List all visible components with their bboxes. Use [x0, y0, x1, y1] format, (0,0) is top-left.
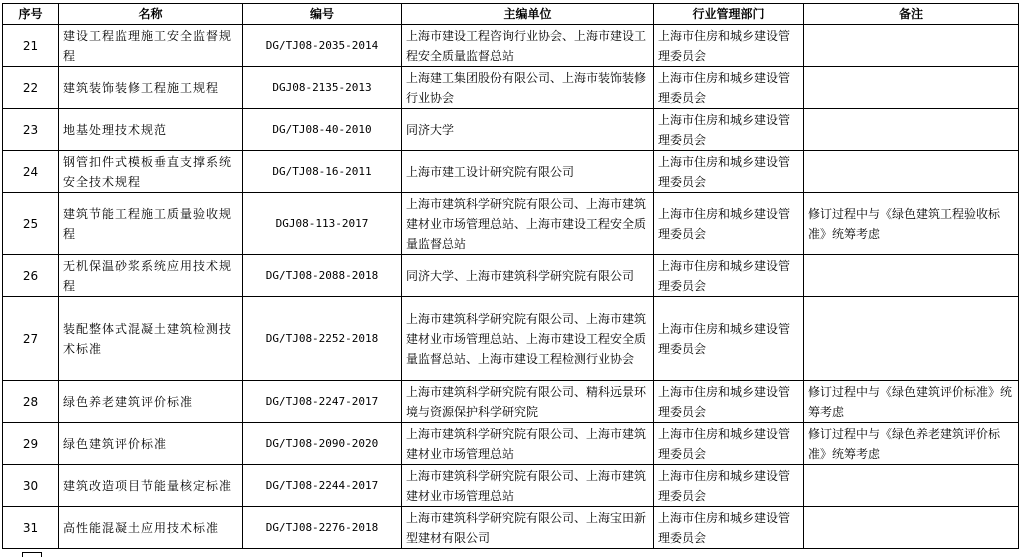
cell-name: 高性能混凝土应用技术标准	[59, 507, 243, 549]
cell-code: DG/TJ08-2244-2017	[243, 465, 402, 507]
cell-remark	[804, 109, 1019, 151]
cell-dept: 上海市住房和城乡建设管理委员会	[654, 25, 804, 67]
cell-dept: 上海市住房和城乡建设管理委员会	[654, 465, 804, 507]
cell-code: DG/TJ08-2276-2018	[243, 507, 402, 549]
standards-table	[2, 3, 1019, 549]
header-dept: 行业管理部门	[654, 4, 804, 25]
cell-remark	[804, 507, 1019, 549]
cell-no: 29	[3, 423, 59, 465]
cell-dept: 上海市住房和城乡建设管理委员会	[654, 297, 804, 381]
cell-name: 建筑节能工程施工质量验收规程	[59, 193, 243, 255]
cell-code: DG/TJ08-40-2010	[243, 109, 402, 151]
cell-editor: 上海市建筑科学研究院有限公司、上海市建筑建材业市场管理总站	[402, 423, 654, 465]
cell-remark	[804, 151, 1019, 193]
cell-name: 建筑装饰装修工程施工规程	[59, 67, 243, 109]
cell-remark	[804, 25, 1019, 67]
cell-name: 钢管扣件式模板垂直支撑系统安全技术规程	[59, 151, 243, 193]
cell-remark	[804, 297, 1019, 381]
cell-editor: 上海市建筑科学研究院有限公司、精科远景环境与资源保护科学研究院	[402, 381, 654, 423]
cell-editor: 上海建工集团股份有限公司、上海市装饰装修行业协会	[402, 67, 654, 109]
cell-code: DG/TJ08-2035-2014	[243, 25, 402, 67]
cell-editor: 上海市建筑科学研究院有限公司、上海市建筑建材业市场管理总站	[402, 465, 654, 507]
cell-dept: 上海市住房和城乡建设管理委员会	[654, 193, 804, 255]
table-row	[3, 255, 1019, 297]
cell-code: DGJ08-113-2017	[243, 193, 402, 255]
cell-code: DG/TJ08-2252-2018	[243, 297, 402, 381]
cell-editor: 同济大学	[402, 109, 654, 151]
table-row	[3, 109, 1019, 151]
cell-name: 建筑改造项目节能量核定标准	[59, 465, 243, 507]
table-row	[3, 507, 1019, 549]
cell-no: 26	[3, 255, 59, 297]
cell-no: 28	[3, 381, 59, 423]
cell-name: 无机保温砂浆系统应用技术规程	[59, 255, 243, 297]
cell-remark	[804, 255, 1019, 297]
cell-name: 绿色养老建筑评价标准	[59, 381, 243, 423]
cell-editor: 上海市建筑科学研究院有限公司、上海市建筑建材业市场管理总站、上海市建设工程安全质量监督总站	[402, 193, 654, 255]
header-editor: 主编单位	[402, 4, 654, 25]
page-edge-mark	[22, 552, 42, 557]
cell-no: 25	[3, 193, 59, 255]
cell-dept: 上海市住房和城乡建设管理委员会	[654, 151, 804, 193]
table-row	[3, 151, 1019, 193]
table-row	[3, 193, 1019, 255]
cell-no: 24	[3, 151, 59, 193]
table-row	[3, 381, 1019, 423]
table-row	[3, 297, 1019, 381]
cell-remark: 修订过程中与《绿色建筑评价标准》统筹考虑	[804, 381, 1019, 423]
cell-code: DG/TJ08-2088-2018	[243, 255, 402, 297]
cell-no: 27	[3, 297, 59, 381]
cell-name: 装配整体式混凝土建筑检测技术标准	[59, 297, 243, 381]
cell-dept: 上海市住房和城乡建设管理委员会	[654, 67, 804, 109]
cell-code: DG/TJ08-2247-2017	[243, 381, 402, 423]
cell-no: 23	[3, 109, 59, 151]
cell-editor: 上海市建设工程咨询行业协会、上海市建设工程安全质量监督总站	[402, 25, 654, 67]
cell-no: 30	[3, 465, 59, 507]
cell-code: DG/TJ08-16-2011	[243, 151, 402, 193]
cell-dept: 上海市住房和城乡建设管理委员会	[654, 381, 804, 423]
header-remark: 备注	[804, 4, 1019, 25]
cell-no: 21	[3, 25, 59, 67]
cell-editor: 上海市建筑科学研究院有限公司、上海宝田新型建材有限公司	[402, 507, 654, 549]
cell-dept: 上海市住房和城乡建设管理委员会	[654, 255, 804, 297]
table-header-row	[3, 4, 1019, 25]
cell-name: 建设工程监理施工安全监督规程	[59, 25, 243, 67]
header-no: 序号	[3, 4, 59, 25]
cell-no: 31	[3, 507, 59, 549]
header-name: 名称	[59, 4, 243, 25]
cell-remark	[804, 465, 1019, 507]
cell-code: DGJ08-2135-2013	[243, 67, 402, 109]
header-code: 编号	[243, 4, 402, 25]
cell-code: DG/TJ08-2090-2020	[243, 423, 402, 465]
table-row	[3, 67, 1019, 109]
cell-dept: 上海市住房和城乡建设管理委员会	[654, 109, 804, 151]
cell-dept: 上海市住房和城乡建设管理委员会	[654, 423, 804, 465]
cell-editor: 上海市建筑科学研究院有限公司、上海市建筑建材业市场管理总站、上海市建设工程安全质量监督总站、上海市建设工程检测行业协会	[402, 297, 654, 381]
cell-name: 绿色建筑评价标准	[59, 423, 243, 465]
cell-remark: 修订过程中与《绿色养老建筑评价标准》统筹考虑	[804, 423, 1019, 465]
cell-remark: 修订过程中与《绿色建筑工程验收标准》统筹考虑	[804, 193, 1019, 255]
cell-editor: 同济大学、上海市建筑科学研究院有限公司	[402, 255, 654, 297]
cell-editor: 上海市建工设计研究院有限公司	[402, 151, 654, 193]
table-row	[3, 465, 1019, 507]
table-row	[3, 25, 1019, 67]
cell-no: 22	[3, 67, 59, 109]
cell-remark	[804, 67, 1019, 109]
cell-dept: 上海市住房和城乡建设管理委员会	[654, 507, 804, 549]
cell-name: 地基处理技术规范	[59, 109, 243, 151]
table-row	[3, 423, 1019, 465]
